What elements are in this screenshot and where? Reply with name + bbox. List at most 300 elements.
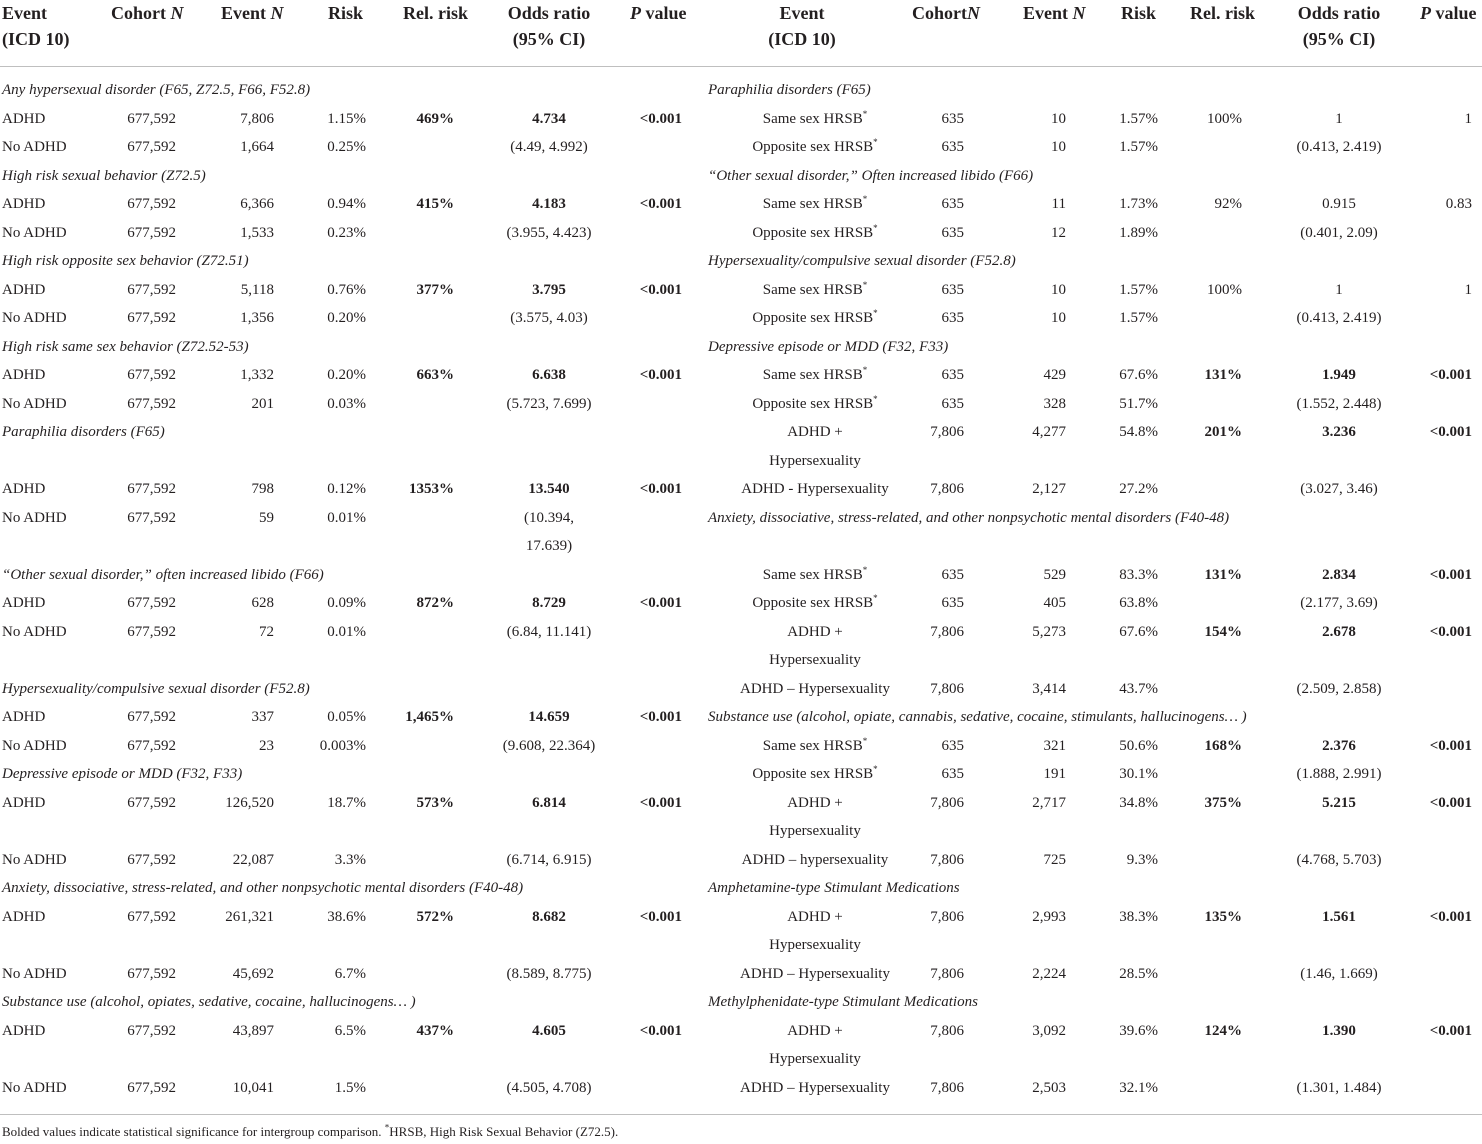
left-risk: 0.76% bbox=[327, 281, 366, 298]
row-label-text: No ADHD bbox=[2, 310, 67, 326]
right-row-label bbox=[700, 190, 930, 219]
left-cohort-n: 677,592 bbox=[127, 110, 176, 127]
header-event-n: Event N bbox=[221, 3, 284, 23]
left-section-title: “Other sexual disorder,” often increased libido (F66) bbox=[2, 566, 324, 583]
right-p-value: <0.001 bbox=[1429, 424, 1472, 440]
right-rel-risk: 154% bbox=[1204, 623, 1242, 640]
left-risk: 0.23% bbox=[327, 224, 366, 241]
row-label-text: ADHD bbox=[2, 1022, 46, 1039]
row-label-text: Opposite sex HRSB bbox=[752, 766, 874, 782]
header-odds-ratio: Odds ratio (95% CI) bbox=[507, 3, 591, 49]
table-row bbox=[0, 390, 1482, 419]
right-cohort-n: 7,806 bbox=[930, 424, 964, 440]
table-row bbox=[0, 76, 1482, 105]
right-cohort-n: 635 bbox=[941, 310, 964, 326]
footnote bbox=[2, 1123, 618, 1141]
left-odds-ratio: 6.814 bbox=[532, 794, 566, 811]
left-odds-ratio: (5.723, 7.699) bbox=[506, 395, 592, 412]
right-odds-ratio: (1.301, 1.484) bbox=[1296, 1079, 1382, 1096]
left-odds-ratio: (3.575, 4.03) bbox=[510, 310, 588, 326]
right-risk: 67.6% bbox=[1119, 367, 1158, 383]
right-odds-ratio: 2.834 bbox=[1322, 566, 1356, 583]
right-risk: 1.57% bbox=[1119, 139, 1158, 155]
left-rel-risk: 437% bbox=[416, 1022, 454, 1039]
right-section-title: Anxiety, dissociative, stress-related, and other nonpsychotic mental disorders (F40-48) bbox=[708, 509, 1230, 526]
right-cohort-n: 7,806 bbox=[930, 481, 964, 497]
right-rel-risk: 375% bbox=[1204, 794, 1242, 811]
table-row bbox=[0, 1074, 1482, 1103]
right-risk: 67.6% bbox=[1119, 623, 1158, 640]
right-row-label bbox=[700, 361, 930, 390]
right-odds-ratio: 3.236 bbox=[1322, 424, 1356, 440]
right-event-n: 2,717 bbox=[1032, 794, 1066, 811]
left-cohort-n: 677,592 bbox=[127, 1022, 176, 1039]
row-label-text: Opposite sex HRSB bbox=[752, 595, 874, 611]
right-odds-ratio: 1.561 bbox=[1322, 908, 1356, 925]
table-row bbox=[0, 618, 1482, 647]
left-cohort-n: 677,592 bbox=[127, 481, 176, 497]
row-label-text: ADHD – hypersexuality bbox=[741, 851, 889, 868]
left-event-n: 22,087 bbox=[232, 851, 274, 868]
table-row bbox=[0, 960, 1482, 989]
left-row-label bbox=[2, 960, 112, 989]
left-section-title: High risk same sex behavior (Z72.52-53) bbox=[2, 338, 249, 355]
right-event-n: 2,127 bbox=[1032, 481, 1066, 497]
table-row bbox=[0, 988, 1482, 1017]
left-odds-ratio: 8.729 bbox=[532, 595, 566, 611]
left-risk: 0.01% bbox=[327, 623, 366, 640]
right-rel-risk: 124% bbox=[1204, 1022, 1242, 1039]
left-odds-ratio: 4.183 bbox=[532, 196, 566, 212]
left-section-title: Hypersexuality/compulsive sexual disorder (F52.8) bbox=[2, 680, 310, 697]
left-event-n: 337 bbox=[251, 709, 274, 725]
table-row bbox=[0, 589, 1482, 618]
left-section-title: Any hypersexual disorder (F65, Z72.5, F66, F52.8) bbox=[2, 82, 311, 98]
left-risk: 0.94% bbox=[327, 196, 366, 212]
row-label-text: No ADHD bbox=[2, 965, 67, 982]
right-row-label bbox=[700, 931, 930, 960]
table-row bbox=[0, 304, 1482, 333]
right-risk: 34.8% bbox=[1119, 794, 1158, 811]
left-risk: 6.5% bbox=[334, 1022, 366, 1039]
right-event-n: 3,092 bbox=[1032, 1022, 1066, 1039]
left-row-label bbox=[2, 1074, 112, 1103]
left-p-value: <0.001 bbox=[639, 196, 682, 212]
row-label-text: No ADHD bbox=[2, 851, 67, 868]
right-event-n: 10 bbox=[1051, 281, 1066, 298]
left-section-title: Anxiety, dissociative, stress-related, and other nonpsychotic mental disorders (F40-48) bbox=[2, 880, 524, 896]
left-p-value: <0.001 bbox=[639, 595, 682, 611]
right-cohort-n: 7,806 bbox=[930, 908, 964, 925]
right-p-value: <0.001 bbox=[1429, 1022, 1472, 1039]
table-body bbox=[0, 76, 1482, 1102]
footnote-marker: * bbox=[873, 393, 878, 404]
right-section-title: Substance use (alcohol, opiate, cannabis, sedative, cocaine, stimulants, hallucinogens… ) bbox=[708, 709, 1247, 725]
right-cohort-n: 635 bbox=[941, 766, 964, 782]
left-event-n: 23 bbox=[259, 737, 274, 754]
right-row-label bbox=[700, 1045, 930, 1074]
right-odds-ratio: (1.552, 2.448) bbox=[1296, 395, 1382, 412]
left-rel-risk: 872% bbox=[416, 595, 454, 611]
header-rel-risk: Rel. risk bbox=[403, 3, 468, 23]
table-row bbox=[0, 874, 1482, 903]
left-p-value: <0.001 bbox=[639, 794, 682, 811]
left-risk: 0.05% bbox=[327, 709, 366, 725]
left-risk: 1.5% bbox=[334, 1079, 366, 1096]
left-cohort-n: 677,592 bbox=[127, 794, 176, 811]
right-risk: 28.5% bbox=[1119, 965, 1158, 982]
right-cohort-n: 635 bbox=[941, 281, 964, 298]
footnote-marker: * bbox=[873, 222, 878, 233]
right-risk: 50.6% bbox=[1119, 737, 1158, 754]
right-odds-ratio: (4.768, 5.703) bbox=[1296, 851, 1382, 868]
header-event-right: Event (ICD 10) bbox=[768, 3, 836, 49]
right-odds-ratio: 1.949 bbox=[1322, 367, 1356, 383]
left-odds-ratio: 4.605 bbox=[532, 1022, 566, 1039]
right-row-label bbox=[700, 390, 930, 419]
left-risk: 38.6% bbox=[327, 908, 366, 925]
footnote-star: * bbox=[384, 1122, 390, 1133]
left-cohort-n: 677,592 bbox=[127, 139, 176, 155]
table-row bbox=[0, 789, 1482, 818]
header-rule bbox=[0, 66, 1482, 67]
row-label-text: Hypersexuality bbox=[769, 452, 861, 469]
right-p-value: <0.001 bbox=[1429, 367, 1472, 383]
table-row bbox=[0, 760, 1482, 789]
left-cohort-n: 677,592 bbox=[127, 965, 176, 982]
right-p-value: <0.001 bbox=[1429, 794, 1472, 811]
table-row bbox=[0, 333, 1482, 362]
table-row bbox=[0, 190, 1482, 219]
left-row-label bbox=[2, 589, 112, 618]
right-section-title: Depressive episode or MDD (F32, F33) bbox=[708, 338, 949, 355]
right-cohort-n: 635 bbox=[941, 566, 964, 583]
left-rel-risk: 1353% bbox=[409, 481, 454, 497]
left-row-label bbox=[2, 219, 112, 248]
left-row-label bbox=[2, 789, 112, 818]
footnote-marker: * bbox=[862, 194, 868, 204]
left-rel-risk: 572% bbox=[416, 908, 454, 925]
table-row bbox=[0, 105, 1482, 134]
left-event-n: 1,533 bbox=[240, 224, 274, 241]
left-p-value: <0.001 bbox=[639, 908, 682, 925]
right-risk: 9.3% bbox=[1126, 851, 1158, 868]
right-cohort-n: 7,806 bbox=[930, 1079, 964, 1096]
left-p-value: <0.001 bbox=[639, 281, 682, 298]
right-row-label bbox=[700, 219, 930, 248]
row-label-text: Same sex HRSB bbox=[762, 196, 863, 212]
right-risk: 43.7% bbox=[1119, 680, 1158, 697]
table-row bbox=[0, 703, 1482, 732]
left-cohort-n: 677,592 bbox=[127, 281, 176, 298]
row-label-text: ADHD bbox=[2, 110, 46, 127]
left-cohort-n: 677,592 bbox=[127, 224, 176, 241]
left-risk: 0.12% bbox=[327, 481, 366, 497]
table-header bbox=[0, 0, 1482, 56]
left-risk: 0.20% bbox=[327, 310, 366, 326]
right-event-n: 4,277 bbox=[1032, 424, 1066, 440]
right-p-value: 1 bbox=[1464, 281, 1472, 298]
left-event-n: 43,897 bbox=[232, 1022, 274, 1039]
table-row bbox=[0, 162, 1482, 191]
right-risk: 30.1% bbox=[1119, 766, 1158, 782]
table-row bbox=[0, 418, 1482, 447]
left-cohort-n: 677,592 bbox=[127, 509, 176, 526]
right-odds-ratio: (1.888, 2.991) bbox=[1296, 766, 1382, 782]
left-row-label bbox=[2, 1017, 112, 1046]
right-cohort-n: 7,806 bbox=[930, 680, 964, 697]
left-rel-risk: 573% bbox=[416, 794, 454, 811]
right-event-n: 2,503 bbox=[1032, 1079, 1066, 1096]
table-row bbox=[0, 532, 1482, 561]
left-section-title: High risk sexual behavior (Z72.5) bbox=[2, 167, 206, 184]
left-rel-risk: 1,465% bbox=[405, 709, 454, 725]
right-risk: 39.6% bbox=[1119, 1022, 1158, 1039]
left-odds-ratio: 6.638 bbox=[532, 367, 566, 383]
row-label-text: Hypersexuality bbox=[769, 937, 861, 953]
row-label-text: ADHD bbox=[2, 196, 46, 212]
right-p-value: <0.001 bbox=[1429, 566, 1472, 583]
right-row-label bbox=[700, 618, 930, 647]
right-row-label bbox=[700, 561, 930, 590]
header-event bbox=[2, 0, 70, 52]
right-cohort-n: 7,806 bbox=[930, 623, 964, 640]
right-section-title: Amphetamine-type Stimulant Medications bbox=[708, 880, 960, 896]
right-risk: 1.57% bbox=[1119, 110, 1158, 127]
table-row bbox=[0, 675, 1482, 704]
left-odds-ratio: (4.49, 4.992) bbox=[510, 139, 588, 155]
row-label-text: ADHD - Hypersexuality bbox=[741, 481, 889, 497]
left-cohort-n: 677,592 bbox=[127, 196, 176, 212]
table-row bbox=[0, 646, 1482, 675]
right-risk: 1.89% bbox=[1119, 224, 1158, 241]
left-event-n: 1,664 bbox=[240, 139, 274, 155]
left-risk: 0.01% bbox=[327, 509, 366, 526]
left-cohort-n: 677,592 bbox=[127, 851, 176, 868]
right-cohort-n: 635 bbox=[941, 395, 964, 412]
right-cohort-n: 635 bbox=[941, 224, 964, 241]
right-event-n: 328 bbox=[1043, 395, 1066, 412]
left-section-title: Depressive episode or MDD (F32, F33) bbox=[2, 766, 243, 782]
left-cohort-n: 677,592 bbox=[127, 310, 176, 326]
table-row bbox=[0, 504, 1482, 533]
left-p-value: <0.001 bbox=[639, 1022, 682, 1039]
left-row-label bbox=[2, 276, 112, 305]
left-row-label bbox=[2, 190, 112, 219]
footnote-marker: * bbox=[873, 764, 878, 774]
right-risk: 1.73% bbox=[1119, 196, 1158, 212]
right-p-value: <0.001 bbox=[1429, 737, 1472, 754]
right-section-title: Methylphenidate-type Stimulant Medications bbox=[708, 994, 978, 1010]
table-row bbox=[0, 817, 1482, 846]
left-section-title: Paraphilia disorders (F65) bbox=[2, 424, 165, 440]
row-label-text: Opposite sex HRSB bbox=[752, 310, 874, 326]
left-odds-ratio: 17.639) bbox=[525, 538, 573, 554]
row-label-text: Same sex HRSB bbox=[762, 566, 863, 583]
right-odds-ratio: 5.215 bbox=[1322, 794, 1356, 811]
left-row-label bbox=[2, 504, 112, 533]
right-cohort-n: 7,806 bbox=[930, 851, 964, 868]
right-row-label bbox=[700, 903, 930, 932]
table-row bbox=[0, 361, 1482, 390]
right-p-value: <0.001 bbox=[1429, 623, 1472, 640]
right-event-n: 429 bbox=[1043, 367, 1066, 383]
header-event-line2: (ICD 10) bbox=[2, 29, 70, 49]
left-risk: 6.7% bbox=[334, 965, 366, 982]
row-label-text: ADHD bbox=[2, 367, 46, 383]
left-odds-ratio: (6.714, 6.915) bbox=[506, 851, 592, 868]
right-rel-risk: 201% bbox=[1204, 424, 1242, 440]
table-row bbox=[0, 1045, 1482, 1074]
row-label-text: ADHD – Hypersexuality bbox=[740, 680, 890, 697]
left-cohort-n: 677,592 bbox=[127, 595, 176, 611]
row-label-text: Same sex HRSB bbox=[762, 367, 863, 383]
table-row bbox=[0, 447, 1482, 476]
right-odds-ratio: 1 bbox=[1335, 281, 1343, 298]
row-label-text: ADHD + bbox=[787, 623, 843, 640]
left-row-label bbox=[2, 133, 112, 162]
row-label-text: Opposite sex HRSB bbox=[752, 395, 874, 412]
table-row bbox=[0, 1017, 1482, 1046]
right-row-label bbox=[700, 732, 930, 761]
footnote-marker: * bbox=[873, 308, 878, 318]
footnote-marker: * bbox=[862, 108, 868, 119]
row-label-text: Same sex HRSB bbox=[762, 281, 863, 298]
header-p-value: P value bbox=[630, 3, 687, 23]
footnote-marker: * bbox=[873, 137, 878, 147]
left-cohort-n: 677,592 bbox=[127, 395, 176, 412]
right-row-label bbox=[700, 960, 930, 989]
left-cohort-n: 677,592 bbox=[127, 709, 176, 725]
left-row-label bbox=[2, 390, 112, 419]
right-event-n: 10 bbox=[1051, 139, 1066, 155]
header-risk-right: Risk bbox=[1121, 3, 1157, 23]
left-cohort-n: 677,592 bbox=[127, 623, 176, 640]
right-cohort-n: 635 bbox=[941, 196, 964, 212]
right-row-label bbox=[700, 447, 930, 476]
footnote-marker: * bbox=[862, 365, 868, 375]
right-odds-ratio: 1.390 bbox=[1322, 1022, 1356, 1039]
left-risk: 0.09% bbox=[327, 595, 366, 611]
left-section-title: Substance use (alcohol, opiates, sedative, cocaine, hallucinogens… ) bbox=[2, 994, 416, 1010]
row-label-text: ADHD – Hypersexuality bbox=[740, 1079, 890, 1096]
left-section-title: High risk opposite sex behavior (Z72.51) bbox=[2, 253, 249, 269]
left-odds-ratio: (3.955, 4.423) bbox=[506, 224, 592, 241]
table-row bbox=[0, 931, 1482, 960]
header-odds-ratio-right: Odds ratio (95% CI) bbox=[1297, 3, 1381, 49]
left-rel-risk: 415% bbox=[416, 196, 454, 212]
right-cohort-n: 635 bbox=[941, 595, 964, 611]
row-label-text: ADHD bbox=[2, 281, 46, 298]
left-event-n: 59 bbox=[259, 509, 274, 526]
row-label-text: Opposite sex HRSB bbox=[752, 224, 874, 241]
right-row-label bbox=[700, 646, 930, 675]
right-cohort-n: 7,806 bbox=[930, 965, 964, 982]
table-row bbox=[0, 846, 1482, 875]
right-event-n: 725 bbox=[1043, 851, 1066, 868]
right-row-label bbox=[700, 418, 930, 447]
left-rel-risk: 469% bbox=[416, 110, 454, 127]
right-rel-risk: 92% bbox=[1214, 196, 1242, 212]
table-row bbox=[0, 475, 1482, 504]
right-row-label bbox=[700, 276, 930, 305]
right-p-value: 0.83 bbox=[1445, 196, 1472, 212]
table-row bbox=[0, 247, 1482, 276]
right-cohort-n: 7,806 bbox=[930, 794, 964, 811]
row-label-text: ADHD bbox=[2, 908, 46, 925]
left-row-label bbox=[2, 618, 112, 647]
header-risk: Risk bbox=[328, 3, 364, 23]
right-row-label bbox=[700, 589, 930, 618]
footnote-marker: * bbox=[862, 735, 868, 746]
row-label-text: No ADHD bbox=[2, 395, 67, 412]
right-odds-ratio: (0.413, 2.419) bbox=[1296, 139, 1382, 155]
row-label-text: Same sex HRSB bbox=[762, 110, 863, 127]
right-event-n: 11 bbox=[1051, 196, 1066, 212]
right-event-n: 2,224 bbox=[1032, 965, 1066, 982]
right-rel-risk: 131% bbox=[1204, 566, 1242, 583]
header-rel-risk-right: Rel. risk bbox=[1190, 3, 1255, 23]
left-odds-ratio: 14.659 bbox=[528, 709, 570, 725]
left-risk: 0.25% bbox=[327, 139, 366, 155]
right-row-label bbox=[700, 105, 930, 134]
footnote-abbrev: HRSB, High Risk Sexual Behavior (Z72.5). bbox=[389, 1124, 619, 1139]
row-label-text: Same sex HRSB bbox=[762, 737, 863, 754]
left-p-value: <0.001 bbox=[639, 110, 682, 127]
table-row bbox=[0, 133, 1482, 162]
row-label-text: No ADHD bbox=[2, 509, 67, 526]
row-label-text: Hypersexuality bbox=[769, 823, 861, 839]
row-label-text: Hypersexuality bbox=[769, 652, 861, 668]
right-event-n: 12 bbox=[1051, 224, 1066, 241]
row-label-text: No ADHD bbox=[2, 737, 67, 754]
right-rel-risk: 131% bbox=[1204, 367, 1242, 383]
row-label-text: ADHD + bbox=[787, 908, 843, 925]
right-rel-risk: 100% bbox=[1207, 110, 1242, 127]
right-risk: 1.57% bbox=[1119, 310, 1158, 326]
right-odds-ratio: 2.678 bbox=[1322, 623, 1356, 640]
left-cohort-n: 677,592 bbox=[127, 367, 176, 383]
left-event-n: 628 bbox=[251, 595, 274, 611]
left-risk: 3.3% bbox=[334, 851, 366, 868]
right-odds-ratio: (2.509, 2.858) bbox=[1296, 680, 1382, 697]
row-label-text: ADHD – Hypersexuality bbox=[740, 965, 890, 982]
left-row-label bbox=[2, 105, 112, 134]
row-label-text: Opposite sex HRSB bbox=[752, 139, 874, 155]
right-event-n: 529 bbox=[1043, 566, 1066, 583]
right-event-n: 321 bbox=[1043, 737, 1066, 754]
left-event-n: 126,520 bbox=[225, 794, 274, 811]
right-p-value: 1 bbox=[1464, 110, 1472, 127]
left-cohort-n: 677,592 bbox=[127, 908, 176, 925]
header-cohort-n-right: CohortN bbox=[912, 3, 980, 23]
right-row-label bbox=[700, 1074, 930, 1103]
right-row-label bbox=[700, 675, 930, 704]
right-event-n: 3,414 bbox=[1032, 680, 1066, 697]
right-row-label bbox=[700, 133, 930, 162]
right-event-n: 405 bbox=[1043, 595, 1066, 611]
bottom-rule bbox=[0, 1114, 1482, 1115]
left-event-n: 72 bbox=[259, 623, 274, 640]
header-event-n-right: Event N bbox=[1023, 3, 1086, 23]
right-event-n: 2,993 bbox=[1032, 908, 1066, 925]
footnote-marker: * bbox=[862, 564, 868, 575]
right-section-title: Hypersexuality/compulsive sexual disorder (F52.8) bbox=[708, 253, 1016, 269]
right-odds-ratio: 1 bbox=[1335, 110, 1343, 127]
table-row bbox=[0, 903, 1482, 932]
left-cohort-n: 677,592 bbox=[127, 1079, 176, 1096]
right-risk: 1.57% bbox=[1119, 281, 1158, 298]
